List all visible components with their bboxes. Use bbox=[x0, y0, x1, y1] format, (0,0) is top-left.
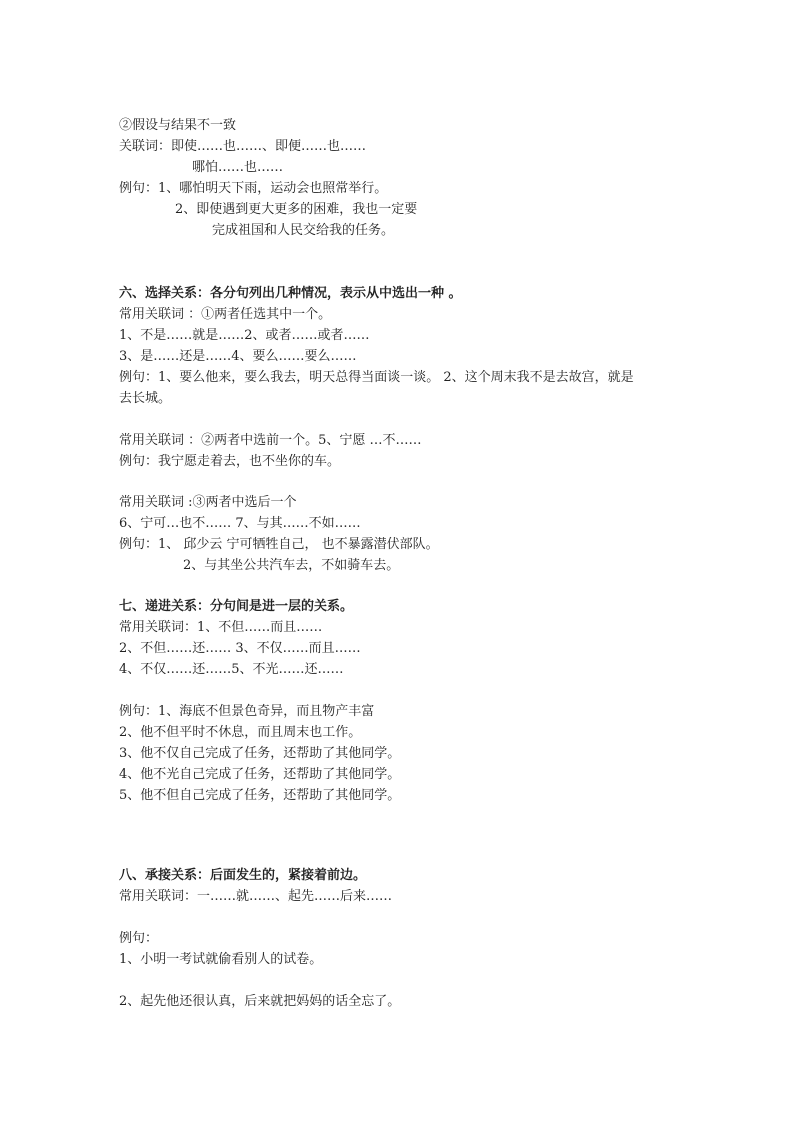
sec7-line-1: 常用关联词：1、不但……而且…… bbox=[119, 620, 323, 635]
sec5b-example-1: 例句：1、哪怕明天下雨，运动会也照常举行。 bbox=[119, 181, 388, 196]
sec6-example-1-cont: 去长城。 bbox=[119, 391, 172, 406]
sec8-line-1: 常用关联词：一……就……、起先……后来…… bbox=[119, 889, 393, 904]
sec7-example-1: 例句：1、海底不但景色奇异，而且物产丰富 bbox=[119, 704, 375, 719]
sec6-line-6: 常用关联词 ：②两者中选前一个。5、宁愿 …不…… bbox=[119, 433, 422, 448]
sec7-line-3: 4、不仅……还……5、不光……还…… bbox=[119, 662, 344, 677]
sec6-heading: 六、选择关系：各分句列出几种情况，表示从中选出一种 。 bbox=[119, 286, 462, 301]
sec6-example-2: 例句：我宁愿走着去，也不坐你的车。 bbox=[119, 454, 341, 469]
sec5b-line-3: 哪怕……也…… bbox=[192, 160, 284, 175]
sec8-example-2: 2、起先他还很认真，后来就把妈妈的话全忘了。 bbox=[119, 994, 401, 1009]
sec7-example-3: 3、他不仅自己完成了任务，还帮助了其他同学。 bbox=[119, 746, 401, 761]
sec6-example-1: 例句：1、要么他来，要么我去，明天总得当面谈一谈。 2、这个周末我不是去故宫，就是 bbox=[119, 370, 634, 385]
sec6-line-8: 常用关联词 :③两者中选后一个 bbox=[119, 495, 297, 510]
sec6-example-3: 例句：1、 邱少云 宁可牺牲自己， 也不暴露潜伏部队。 bbox=[119, 537, 439, 552]
sec7-line-2: 2、不但……还…… 3、不仅……而且…… bbox=[119, 641, 361, 656]
sec8-heading: 八、承接关系：后面发生的，紧接着前边。 bbox=[119, 868, 367, 883]
sec6-example-4: 2、与其坐公共汽车去，不如骑车去。 bbox=[183, 558, 400, 573]
sec7-example-2: 2、他不但平时不休息，而且周末也工作。 bbox=[119, 725, 362, 740]
sec7-example-4: 4、他不光自己完成了任务，还帮助了其他同学。 bbox=[119, 767, 401, 782]
sec5b-line-1: ②假设与结果不一致 bbox=[119, 118, 237, 133]
sec6-line-1: 常用关联词 ：①两者任选其中一个。 bbox=[119, 307, 332, 322]
sec6-line-9: 6、宁可…也不…… 7、与其……不如…… bbox=[119, 516, 361, 531]
sec7-example-5: 5、他不但自己完成了任务，还帮助了其他同学。 bbox=[119, 788, 401, 803]
sec6-line-3: 3、是……还是……4、要么……要么…… bbox=[119, 349, 357, 364]
sec7-heading: 七、递进关系：分句间是进一层的关系。 bbox=[119, 599, 354, 614]
sec5b-example-2: 2、即使遇到更大更多的困难，我也一定要 bbox=[175, 202, 418, 217]
sec5b-example-2-cont: 完成祖国和人民交给我的任务。 bbox=[212, 223, 395, 238]
sec8-example-1: 1、小明一考试就偷看别人的试卷。 bbox=[119, 952, 323, 967]
sec6-line-2: 1、不是……就是……2、或者……或者…… bbox=[119, 328, 370, 343]
sec5b-line-2: 关联词：即使……也……、即便……也…… bbox=[119, 139, 367, 154]
sec8-example-label: 例句： bbox=[119, 931, 159, 946]
